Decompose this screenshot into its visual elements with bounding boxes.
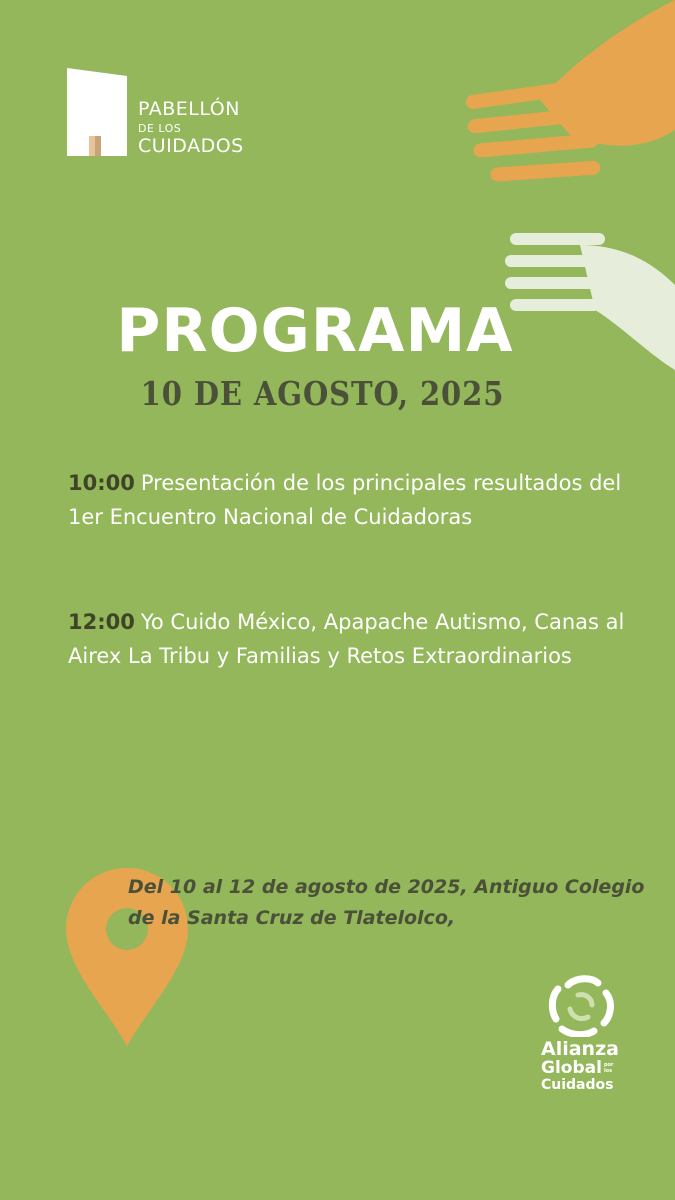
logo-line-2: DE LOS [138,122,182,135]
schedule-item [68,466,628,534]
alianza-line-2: Global [541,1058,602,1078]
alianza-line-1: Alianza [541,1038,619,1060]
schedule-text: Presentación de los principales resultados del 1er Encuentro Nacional de Cuidadoras [68,471,622,529]
schedule-item [68,605,628,673]
page-title: PROGRAMA [116,296,514,366]
alianza-star-icon [548,973,616,1037]
alianza-line-3: Cuidados [541,1077,614,1093]
pabellon-logo-icon [67,68,127,158]
event-location: Del 10 al 12 de agosto de 2025, Antiguo Colegio de la Santa Cruz de Tlatelolco, [128,876,645,929]
schedule-time: 12:00 [68,610,135,634]
alianza-logo-text [541,1040,619,1092]
alianza-line-2-small: por los [603,1062,614,1074]
logo-line-1: PABELLÓN [138,98,240,120]
orange-hand-icon [445,0,675,200]
logo-line-3: CUIDADOS [138,135,244,157]
schedule-text: Yo Cuido México, Apapache Autismo, Canas al Airex La Tribu y Familias y Retos Extraordinarios [68,610,625,668]
event-date: 10 DE AGOSTO, 2025 [140,374,505,413]
pabellon-logo-text [138,100,244,156]
schedule-time: 10:00 [68,471,135,495]
